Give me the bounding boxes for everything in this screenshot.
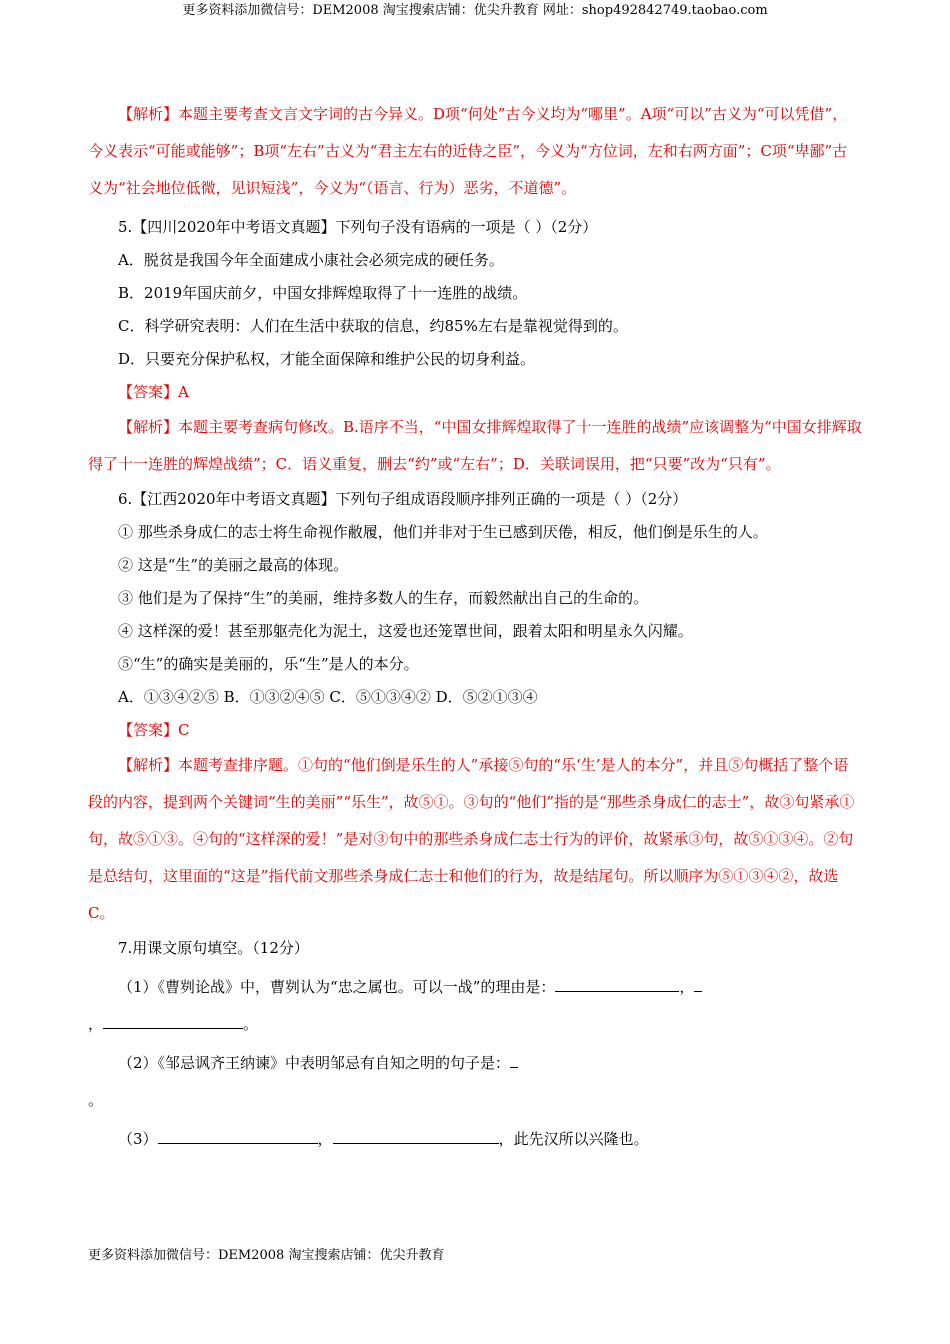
q7-item-1-text: （1）《曹刿论战》中，曹刿认为“忠之属也。可以一战”的理由是： [118,978,556,996]
document-body [88,96,862,1156]
q7-item-1-end: 。 [243,1015,259,1033]
q7-item-3-blank-2[interactable] [333,1128,499,1144]
q6-choices: A．①③④②⑤ B．①③②④⑤ C．⑤①③④② D．⑤②①③④ [118,688,538,706]
q6-answer: 【答案】C [118,721,190,739]
q6-stem: 6.【江西2020年中考语文真题】下列句子组成语段顺序排列正确的一项是（ ）（2分） [118,490,688,508]
q7-item-3-lead: （3） [118,1130,158,1148]
q7-item-1-blank-3[interactable] [103,1013,243,1029]
q6-sentence-5: ⑤“生”的确实是美丽的，乐“生”是人的本分。 [118,655,419,673]
q4-analysis: 【解析】本题主要考查文言文字词的古今异义。D项“何处”古今义均为“哪里”。A项“可以”古义为“可以凭借”，今义表示“可能或能够”；B项“左右”古义为“君主左右的近侍之臣”，今义为“方位词，左和右两方面”；C项“卑鄙”古义为“社会地位低微，见识短浅”，今义为“（语言、行为）恶劣，不道德”。 [88,105,848,197]
q5-option-d: D．只要充分保护私权，才能全面保障和维护公民的切身利益。 [118,350,536,368]
q5-answer: 【答案】A [118,383,189,401]
q7-item-1-continued [88,1008,862,1041]
q7-item-1 [88,971,862,1004]
q5-option-b: B．2019年国庆前夕，中国女排辉煌取得了十一连胜的战绩。 [118,284,528,302]
q6-sentence-2: ② 这是“生”的美丽之最高的体现。 [118,556,349,574]
q5-option-a: A．脱贫是我国今年全面建成小康社会必须完成的硬任务。 [118,251,504,269]
q7-item-3-blank-1[interactable] [158,1128,318,1144]
q6-sentence-3: ③ 他们是为了保持“生”的美丽，维持多数人的生存，而毅然献出自己的生命的。 [118,589,649,607]
q7-item-1-separator: ， [679,978,695,996]
q7-stem: 7.用课文原句填空。（12分） [118,939,309,957]
q7-item-3-separator: ， [317,1130,333,1148]
q7-item-2-text: （2）《邹忌讽齐王纳谏》中表明邹忌有自知之明的句子是： [118,1054,511,1072]
q7-item-2-continued: 。 [88,1091,104,1109]
q6-sentence-1: ① 那些杀身成仁的志士将生命视作敝履，他们并非对于生已感到厌倦，相反，他们倒是乐生的人。 [118,523,768,541]
q5-stem: 5.【四川2020年中考语文真题】下列句子没有语病的一项是（ ）（2分） [118,218,598,236]
q7-item-2-blank[interactable] [510,1052,518,1068]
q5-analysis: 【解析】本题主要考查病句修改。B.语序不当，“中国女排辉煌取得了十一连胜的战绩”应该调整为“中国女排辉取得了十一连胜的辉煌战绩”；C．语义重复，删去“约”或“左右”；D．关联词误用，把“只要”改为“只有”。 [88,418,862,473]
page-header: 更多资料添加微信号：DEM2008 淘宝搜索店铺：优尖升教育 网址：shop492842749.taobao.com [182,3,768,18]
q7-item-3 [88,1123,862,1156]
q7-item-1-blank-2[interactable] [694,976,702,992]
q7-item-2 [88,1047,862,1080]
page-footer: 更多资料添加微信号：DEM2008 淘宝搜索店铺：优尖升教育 [88,1248,445,1263]
q6-analysis: 【解析】本题考查排序题。①句的“他们倒是乐生的人”承接⑤句的“乐‘生’是人的本分”，并且⑤句概括了整个语段的内容，提到两个关键词“生的美丽”“乐生”，故⑤①。③句的“他们”指的是“那些杀身成仁的志士”，故③句紧承①句，故⑤①③。④句的“这样深的爱！”是对③句中的那些杀身成仁志士行为的评价，故紧承③句，故⑤①③④。②句是总结句，这里面的“这是”指代前文那些杀身成仁志士和他们的行为，故是结尾句。所以顺序为⑤①③④②，故选C。 [88,756,855,922]
q7-item-1-lead: ， [88,1015,104,1033]
q5-option-c: C．科学研究表明：人们在生活中获取的信息，约85%左右是靠视觉得到的。 [118,317,628,335]
q7-item-3-end: ，此先汉所以兴隆也。 [498,1130,649,1148]
q7-item-1-blank-1[interactable] [555,976,679,992]
q6-sentence-4: ④ 这样深的爱！甚至那躯壳化为泥土，这爱也还笼罩世间，跟着太阳和明星永久闪耀。 [118,622,693,640]
